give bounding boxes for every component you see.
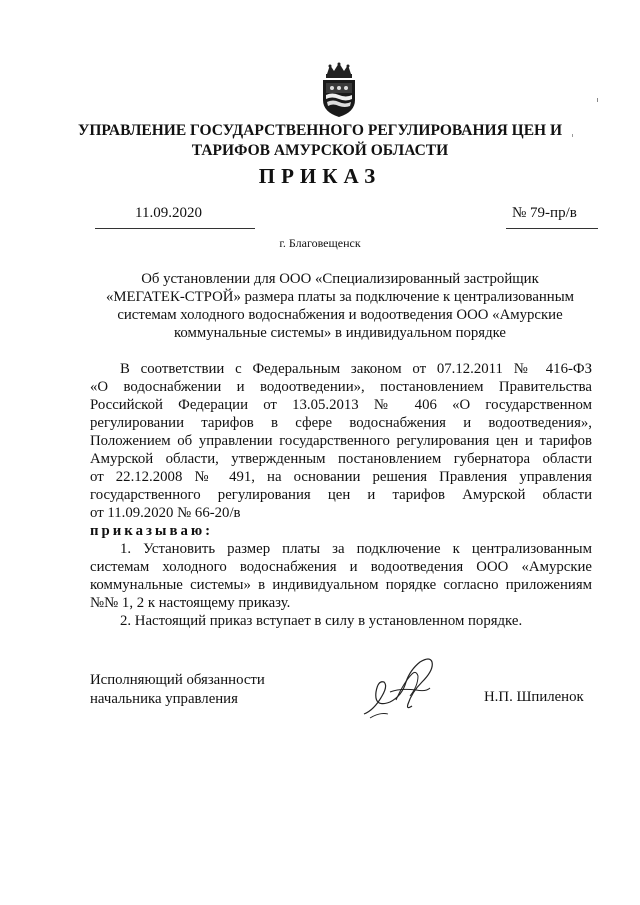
- signatory-name: Н.П. Шпиленок: [484, 689, 584, 705]
- item-1-line: коммунальные системы» в индивидуальном порядке согласно приложениям: [90, 577, 592, 593]
- preamble-line: государственного регулирования цен и тарифов Амурской области: [90, 487, 592, 503]
- coat-of-arms-icon: [318, 62, 360, 118]
- preamble-line: «О водоснабжении и водоотведении», постановлением Правительства: [90, 379, 592, 395]
- agency-name-line: УПРАВЛЕНИЕ ГОСУДАРСТВЕННОГО РЕГУЛИРОВАНИЯ ЦЕН И: [77, 122, 563, 139]
- item-1-line: №№ 1, 2 к настоящему приказу.: [90, 595, 291, 611]
- signatory-position-line: начальника управления: [90, 691, 238, 707]
- preamble-line: от 11.09.2020 № 66-20/в: [90, 505, 241, 521]
- preamble-line: от 22.12.2008 № 491, на основании решения Правления управления: [90, 469, 592, 485]
- item-1-line: 1. Установить размер платы за подключение к централизованным: [120, 541, 592, 557]
- preamble-line: Амурской области, утвержденным постановлением губернатора области: [90, 451, 592, 467]
- subject-line: Об установлении для ООО «Специализированный застройщик: [141, 271, 539, 287]
- signatory-position: [90, 671, 265, 709]
- subject-line: системам холодного водоснабжения и водоотведения ООО «Амурские: [117, 307, 563, 323]
- document-date: 11.09.2020: [135, 205, 202, 221]
- agency-name: [60, 121, 580, 161]
- city-name: г. Благовещенск: [279, 236, 361, 250]
- handwritten-signature-icon: [360, 652, 440, 724]
- document-number: № 79-пр/в: [512, 205, 577, 221]
- preamble-line: регулировании тарифов в сфере водоснабжения и водоотведения»,: [90, 415, 592, 431]
- orders-heading: приказываю:: [90, 523, 214, 539]
- preamble-line: Российской Федерации от 13.05.2013 № 406 «О государственном: [90, 397, 592, 413]
- agency-name-line: ТАРИФОВ АМУРСКОЙ ОБЛАСТИ: [191, 142, 449, 159]
- item-1-line: системам холодного водоснабжения и водоотведения ООО «Амурские: [90, 559, 592, 575]
- document-body: [90, 360, 592, 630]
- item-2: 2. Настоящий приказ вступает в силу в установленном порядке.: [120, 613, 523, 629]
- signatory-position-line: Исполняющий обязанности: [90, 672, 265, 688]
- document-subject: [90, 270, 590, 342]
- subject-line: коммунальные системы» в индивидуальном порядке: [173, 325, 507, 341]
- document-type-title: ПРИКАЗ: [258, 164, 382, 188]
- preamble-line: В соответствии с Федеральным законом от 07.12.2011 № 416-ФЗ: [120, 361, 592, 377]
- scan-speck: [597, 98, 598, 102]
- preamble-line: Положением об управлении государственного регулирования цен и тарифов: [90, 433, 592, 449]
- subject-line: «МЕГАТЕК-СТРОЙ» размера платы за подключение к централизованным: [105, 289, 575, 305]
